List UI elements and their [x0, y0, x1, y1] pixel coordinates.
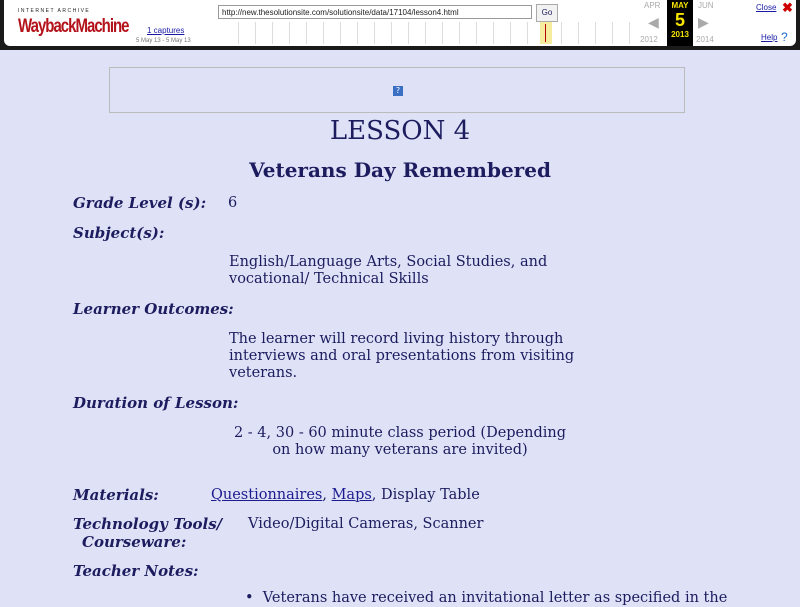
note-item: • Veterans have received an invitational letter as specified in the — [245, 590, 728, 606]
capture-timeline[interactable] — [222, 22, 634, 44]
prev-arrow-icon[interactable]: ◀ — [648, 14, 659, 30]
questionnaires-link[interactable]: Questionnaires — [211, 487, 323, 503]
text-line: Courseware: — [82, 533, 187, 551]
url-input[interactable]: http://new.thesolutionsite.com/solutionsite/data/17104/lesson4.html — [218, 5, 532, 19]
tech-value: Video/Digital Cameras, Scanner — [248, 516, 484, 532]
close-icon[interactable]: ✖ — [782, 0, 793, 15]
maps-link[interactable]: Maps — [331, 487, 372, 503]
text-line: vocational/ Technical Skills — [229, 271, 429, 287]
prev-month[interactable]: APR — [644, 1, 661, 10]
current-month: MAY — [671, 1, 689, 10]
captures-link[interactable]: 1 captures — [147, 26, 185, 35]
wayback-logo[interactable]: WaybackMachine — [18, 15, 129, 38]
close-link[interactable]: Close — [756, 3, 777, 12]
text-line: , Display Table — [371, 487, 480, 503]
duration-value — [200, 425, 600, 459]
next-year[interactable]: 2014 — [696, 35, 714, 44]
lesson-title: Veterans Day Remembered — [249, 158, 551, 182]
outcomes-value — [229, 331, 574, 382]
current-year: 2013 — [671, 30, 689, 39]
text-line: The learner will record living history through — [229, 331, 564, 347]
broken-image-icon: ? — [393, 86, 403, 96]
wayback-toolbar — [0, 0, 800, 50]
help-icon[interactable]: ? — [781, 30, 788, 44]
text-line: veterans. — [229, 365, 298, 381]
text-line: Veterans have received an invitational letter as specified in the — [262, 590, 728, 606]
materials-value: Questionnaires, Maps, Display Table — [211, 487, 480, 503]
tech-label — [73, 515, 222, 551]
grade-label: Grade Level (s): — [73, 194, 207, 212]
banner-frame — [109, 67, 685, 113]
materials-label: Materials: — [73, 486, 159, 504]
duration-label: Duration of Lesson: — [73, 394, 239, 412]
text-line: Technology Tools/ — [73, 515, 223, 533]
lesson-number: LESSON 4 — [329, 116, 471, 146]
current-date — [667, 0, 693, 46]
outcomes-label: Learner Outcomes: — [73, 300, 234, 318]
date-range: 5 May 13 - 5 May 13 — [136, 38, 191, 44]
next-month[interactable]: JUN — [698, 1, 714, 10]
current-capture-marker[interactable] — [540, 22, 552, 44]
subject-value — [229, 254, 547, 288]
internet-archive-text: INTERNET ARCHIVE — [18, 8, 91, 14]
next-arrow-icon[interactable]: ▶ — [698, 14, 709, 30]
text-line: English/Language Arts, Social Studies, and — [229, 254, 548, 270]
current-day: 5 — [674, 10, 685, 30]
go-button[interactable]: Go — [536, 4, 558, 22]
grade-value: 6 — [228, 195, 238, 211]
subject-label: Subject(s): — [73, 224, 165, 242]
prev-year[interactable]: 2012 — [640, 35, 658, 44]
text-line: interviews and oral presentations from visiting — [229, 348, 575, 364]
text-line: 2 - 4, 30 - 60 minute class period (Depending — [233, 425, 567, 441]
help-link[interactable]: Help — [761, 33, 778, 42]
text-line: on how many veterans are invited) — [272, 442, 528, 458]
notes-label: Teacher Notes: — [73, 562, 199, 580]
